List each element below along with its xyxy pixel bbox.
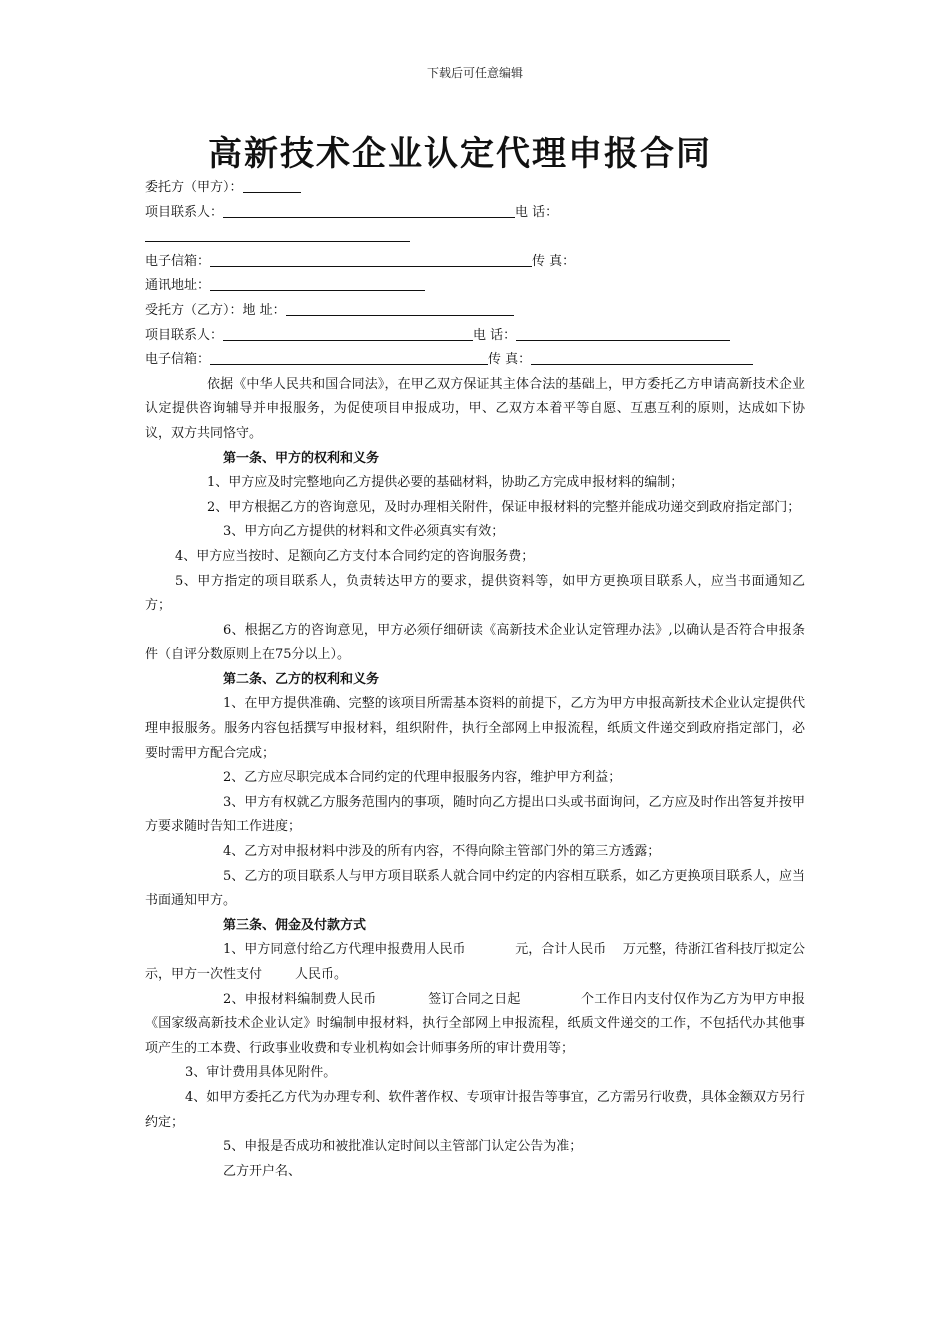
contact-b-row: [145, 324, 805, 349]
contact-a-row: [145, 201, 805, 226]
section2-heading: 第二条、乙方的权利和义务: [223, 671, 380, 687]
section3-item-1: 1、甲方同意付给乙方代理申报费用人民币 元，合计人民币 万元整，待浙江省科技厅拟定公示，甲方一次性支付 人民币。: [145, 942, 805, 982]
header-note: 下载后可任意编辑: [426, 66, 523, 80]
phone-b-blank: [516, 326, 730, 341]
email-b-label: 电子信箱：: [145, 352, 211, 368]
email-b-row: [145, 348, 805, 373]
phone-a-blank: [145, 227, 410, 242]
section2-item-5: 5、乙方的项目联系人与甲方项目联系人就合同中约定的内容相互联系，如乙方更换项目联系人，应当书面通知甲方。: [145, 868, 805, 909]
section1-item-4: 4、甲方应当按时、足额向乙方支付本合同约定的咨询服务费；: [175, 548, 535, 564]
fax-a-label: 传 真：: [532, 253, 576, 269]
email-a-row: [145, 250, 805, 275]
fax-b-blank: [531, 350, 753, 365]
address-a-blank: [210, 276, 425, 291]
section1-item-5: 5、甲方指定的项目联系人，负责转达甲方的要求，提供资料等，如甲方更换项目联系人，应当书面通知乙方；: [145, 573, 805, 614]
contact-b-blank: [223, 326, 473, 341]
address-a-label: 通讯地址：: [145, 278, 211, 294]
section2-item-4: 4、乙方对申报材料中涉及的所有内容，不得向除主管部门外的第三方透露；: [223, 844, 661, 860]
agent-address-blank: [286, 301, 514, 316]
section1-item-1: 1、甲方应及时完整地向乙方提供必要的基础材料，协助乙方完成申报材料的编制；: [207, 475, 684, 491]
contact-a-label: 项目联系人：: [145, 204, 224, 220]
client-label: 委托方（甲方）：: [145, 180, 243, 195]
phone-a-continuation-row: [145, 225, 805, 250]
contact-a-blank: [223, 203, 515, 218]
section2-item-2: 2、乙方应尽职完成本合同约定的代理申报服务内容，维护甲方利益；: [223, 770, 622, 786]
phone-b-label: 电 话：: [473, 327, 517, 343]
client-row: [145, 176, 805, 201]
email-b-blank: [210, 350, 488, 365]
section3-heading: 第三条、佣金及付款方式: [223, 917, 367, 933]
section2-item-1: 1、在甲方提供准确、完整的该项目所需基本资料的前提下，乙方为甲方申报高新技术企业认定提供代理申报服务。服务内容包括撰写申报材料，组织附件，执行全部网上申报流程，纸质文件递交到政府指定部门，必要时需甲方配合完成；: [145, 696, 805, 761]
section1-item-2: 2、甲方根据乙方的咨询意见，及时办理相关附件，保证申报材料的完整并能成功递交到政府指定部门；: [207, 499, 801, 515]
client-blank: [243, 178, 301, 193]
phone-a-label: 电 话：: [515, 204, 559, 220]
section3-item-4: 4、如甲方委托乙方代为办理专利、软件著作权、专项审计报告等事宜，乙方需另行收费，具体金额双方另行约定；: [145, 1089, 805, 1130]
section1-item-6: 6、根据乙方的咨询意见，甲方必须仔细研读《高新技术企业认定管理办法》,以确认是否符合申报条件（自评分数原则上在75分以上）。: [145, 622, 805, 663]
section1-item-3: 3、甲方向乙方提供的材料和文件必须真实有效；: [223, 524, 505, 540]
document-title: 高新技术企业认定代理申报合同: [208, 134, 712, 174]
contact-b-label: 项目联系人：: [145, 327, 224, 343]
agent-label: 受托方（乙方）：地 址：: [145, 302, 286, 318]
address-a-row: [145, 274, 805, 299]
section2-item-3: 3、甲方有权就乙方服务范围内的事项，随时向乙方提出口头或书面询问，乙方应及时作出答复并按甲方要求随时告知工作进度；: [145, 794, 805, 835]
section3-item-2: 2、申报材料编制费人民币 签订合同之日起 个工作日内支付仅作为乙方为甲方申报《国家级高新技术企业认定》时编制申报材料，执行全部网上申报流程，纸质文件递交的工作，不包括代办其他事项产生的工本费、行政事业收费和专业机构如会计师事务所的审计费用等；: [145, 991, 805, 1056]
section3-item-6: 乙方开户名、: [223, 1163, 302, 1179]
section3-item-5: 5、申报是否成功和被批准认定时间以主管部门认定公告为准；: [223, 1139, 583, 1155]
section3-item-3: 3、审计费用具体见附件。: [185, 1065, 337, 1081]
intro-paragraph: 依据《中华人民共和国合同法》，在甲乙双方保证其主体合法的基础上，甲方委托乙方申请高新技术企业认定提供咨询辅导并申报服务，为促使项目申报成功，甲、乙双方本着平等自愿、互惠互利的原则，达成如下协议，双方共同恪守。: [145, 376, 805, 441]
contract-body: [145, 176, 805, 1184]
agent-row: [145, 299, 805, 324]
fax-b-label: 传 真：: [488, 352, 532, 368]
email-a-blank: [210, 252, 532, 267]
section1-heading: 第一条、甲方的权利和义务: [223, 450, 380, 466]
email-a-label: 电子信箱：: [145, 253, 211, 269]
